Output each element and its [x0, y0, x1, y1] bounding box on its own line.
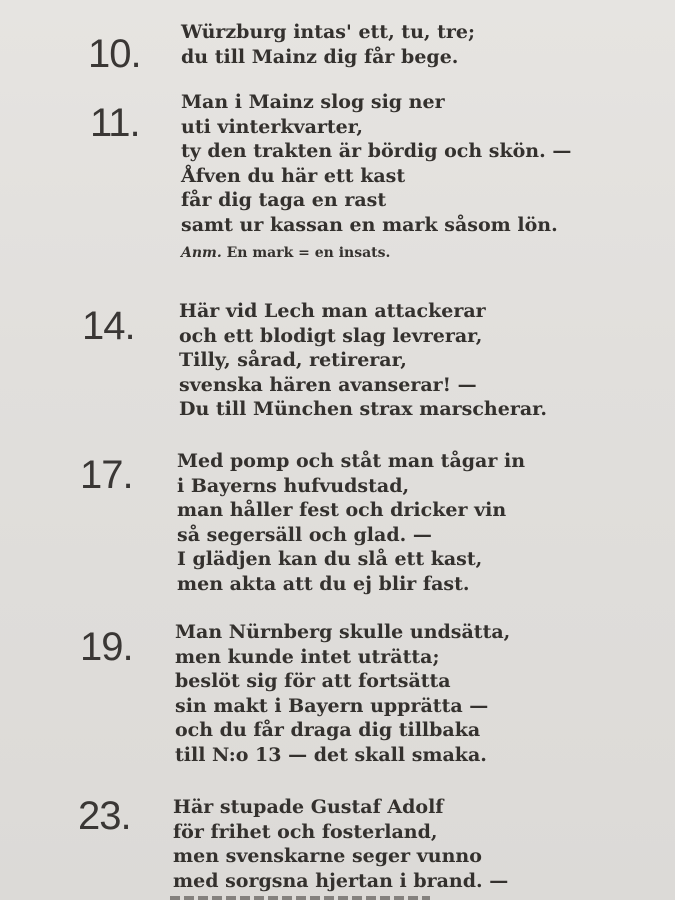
- stanza-text: [181, 20, 475, 69]
- verse-line: sin makt i Bayern upprätta —: [175, 694, 489, 717]
- verse-line: Tilly, sårad, retirerar,: [179, 349, 407, 371]
- stanza-number: 11.: [90, 101, 140, 145]
- verse-line: Du till München strax marscherar.: [179, 398, 548, 420]
- verse-line: Man i Mainz slog sig ner: [181, 91, 445, 113]
- verse-line: Åfven du här ett kast: [181, 164, 406, 187]
- annotation-text: En mark = en insats.: [226, 245, 391, 261]
- verse-line: i Bayerns hufvudstad,: [177, 474, 410, 497]
- verse-line: och ett blodigt slag levrerar,: [179, 324, 483, 347]
- stanza-number: 17.: [80, 453, 133, 497]
- verse-line: men kunde intet uträtta;: [175, 645, 440, 668]
- stanza-text: [179, 299, 547, 422]
- verse-line: för frihet och fosterland,: [173, 820, 438, 843]
- stanza-text: [173, 795, 508, 893]
- verse-line: med sorgsna hjertan i brand. —: [173, 869, 509, 892]
- verse-line: ty den trakten är bördig och skön. —: [181, 140, 572, 162]
- stanza-text: [181, 90, 571, 263]
- verse-line: beslöt sig för att fortsätta: [175, 670, 451, 692]
- annotation-label: Anm.: [181, 245, 222, 261]
- stanza-text: [175, 620, 510, 767]
- verse-line: I glädjen kan du slå ett kast,: [177, 548, 483, 570]
- verse-line: samt ur kassan en mark såsom lön.: [181, 213, 558, 236]
- verse-line: så segersäll och glad. —: [177, 523, 432, 546]
- verse-line: Här stupade Gustaf Adolf: [173, 796, 444, 818]
- verse-line: uti vinterkvarter,: [181, 115, 364, 138]
- verse-line: Man Nürnberg skulle undsätta,: [175, 621, 511, 643]
- verse-line: till N:o 13 — det skall smaka.: [175, 743, 487, 766]
- stanza-number: 23.: [78, 794, 131, 838]
- stanza-number: 10.: [88, 32, 141, 76]
- annotation-note: [181, 243, 571, 263]
- stanza-number: 19.: [80, 625, 133, 669]
- verse-line: och du får draga dig tillbaka: [175, 719, 481, 741]
- cropped-line-fragment: [170, 893, 430, 900]
- verse-line: Här vid Lech man attackerar: [179, 300, 486, 322]
- verse-line: får dig taga en rast: [181, 189, 387, 211]
- verse-line: Med pomp och ståt man tågar in: [177, 450, 526, 472]
- verse-line: svenska hären avanserar! —: [179, 373, 477, 396]
- verse-line: du till Mainz dig får bege.: [181, 45, 459, 68]
- verse-line: Würzburg intas' ett, tu, tre;: [181, 21, 476, 43]
- stanza-text: [177, 449, 525, 596]
- stanza-number: 14.: [82, 304, 135, 348]
- verse-line: men akta att du ej blir fast.: [177, 572, 470, 595]
- verse-line: man håller fest och dricker vin: [177, 499, 507, 521]
- verse-line: men svenskarne seger vunno: [173, 845, 482, 867]
